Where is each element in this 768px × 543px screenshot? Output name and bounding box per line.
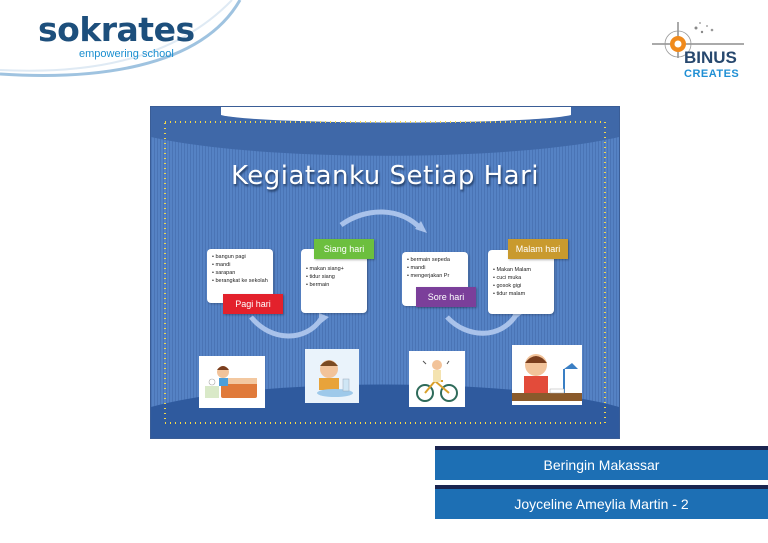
label-pagi-hari: Pagi hari [223, 294, 283, 314]
waking-up-illustration [199, 356, 265, 408]
brand-tagline: empowering school [79, 48, 174, 60]
label-sore-hari: Sore hari [416, 287, 476, 307]
card-malam [488, 250, 554, 314]
school-name: Beringin Makassar [435, 450, 768, 480]
brand-name: sokrates [38, 10, 195, 49]
list-item: • cuci muka [493, 274, 554, 282]
list-item: • bermain [306, 281, 367, 289]
list-item: • bangun pagi [212, 253, 273, 261]
list-item: • Makan Malam [493, 266, 554, 274]
partner-sub: CREATES [684, 68, 740, 80]
partner-name: BINUS [684, 48, 737, 67]
label-malam-hari: Malam hari [508, 239, 568, 259]
activity-poster [150, 106, 620, 439]
binus-logo [648, 18, 748, 84]
student-name: Joyceline Ameylia Martin - 2 [435, 489, 768, 519]
list-item: • gosok gigi [493, 282, 554, 290]
label-siang-hari: Siang hari [314, 239, 374, 259]
eating-lunch-illustration [305, 349, 359, 403]
poster-title: Kegiatanku Setiap Hari [230, 161, 540, 191]
cycling-illustration [409, 351, 465, 407]
list-item: • bermain sepeda [407, 256, 468, 264]
sokrates-logo [0, 0, 245, 80]
list-item: • sarapan [212, 269, 273, 277]
list-item: • mengerjakan Pr [407, 272, 468, 280]
list-item: • tidur malam [493, 290, 554, 298]
list-item: • tidur siang [306, 273, 367, 281]
studying-illustration [512, 345, 582, 405]
list-item: • makan siang+ [306, 265, 367, 273]
list-item: • berangkat ke sekolah [212, 277, 273, 285]
list-item: • mandi [212, 261, 273, 269]
list-item: • mandi [407, 264, 468, 272]
